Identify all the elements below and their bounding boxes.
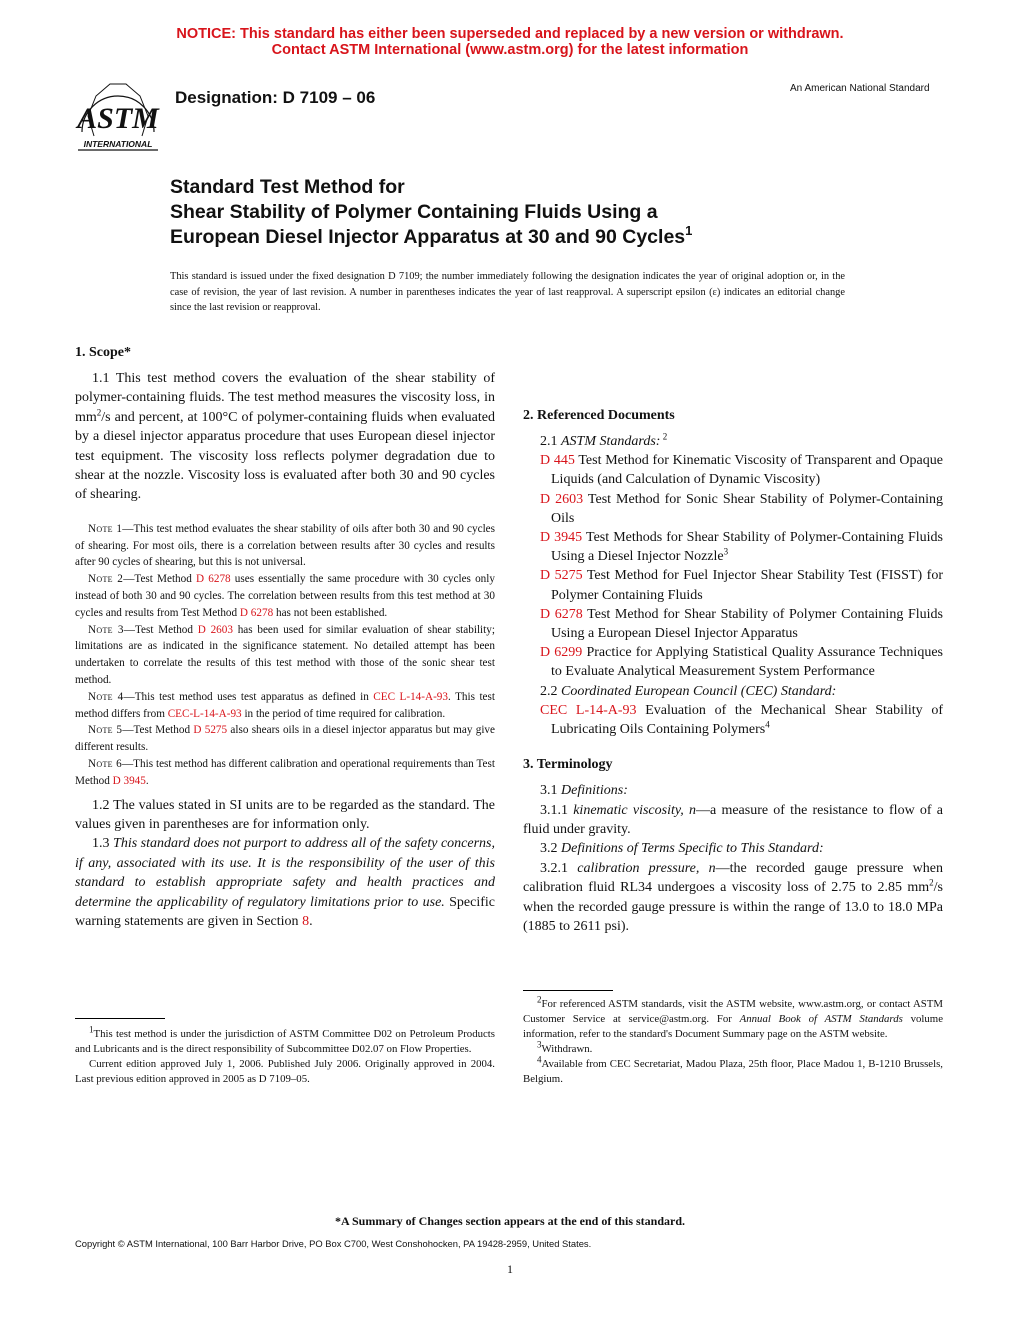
scope-heading: 1. Scope* — [75, 345, 131, 360]
footnote-2: $^2$For referenced ASTM standards, visit the ASTM website, www.astm.org, or contact ASTM Customer Service at service@astm.org. For Annual Book of ASTM Standards volume information, refer to the standard's Document Summary page on the ASTM website. — [523, 994, 943, 1040]
link-d5275[interactable]: D 5275 — [193, 724, 228, 737]
note-1: Note 1—This test method evaluates the shear stability of oils after both 30 and 90 cycles of shearing. For most oils, there is a correlation between results after 30 cycles and results after 90 cycles of shearing, but this is not universal. — [75, 522, 495, 569]
designation: Designation: D 7109 – 06 — [175, 88, 376, 107]
definition-3-2-1: 3.2.1 calibration pressure, n—the recorded gauge pressure when calibration fluid RL34 undergoes a viscosity loss of 2.75 to 2.85 $mm^2/s$ when the recorded gauge pressure is within the range of 13.0 to 18.0 MPa (1885 to 2611 psi). — [523, 860, 943, 935]
title-line-1: Standard Test Method for — [170, 176, 405, 198]
footnotes-left — [75, 1024, 495, 1087]
link-d6278[interactable]: D 6278 — [540, 606, 583, 622]
link-d5275[interactable]: D 5275 — [540, 568, 583, 584]
link-d6278[interactable]: D 6278 — [239, 606, 274, 619]
right-column — [523, 346, 943, 937]
reference-d2603: D 2603 Test Method for Sonic Shear Stability of Polymer-Containing Oils — [540, 491, 943, 526]
reference-d445: D 445 Test Method for Kinematic Viscosity of Transparent and Opaque Liquids (and Calculation of Dynamic Viscosity) — [540, 453, 943, 488]
reference-cec-l-14: CEC L-14-A-93 Evaluation of the Mechanical Shear Stability of Lubricating Oils Containing Polymers$^4$ — [540, 702, 943, 738]
link-cec-l-14[interactable]: CEC-L-14-A-93 — [167, 707, 242, 720]
link-d2603[interactable]: D 2603 — [197, 623, 233, 636]
note-5: Note 5—Test Method D 5275 also shears oils in a diesel injector apparatus but may give different results. — [75, 724, 495, 754]
note-4: Note 4—This test method uses test apparatus as defined in CEC L-14-A-93. This test method differs from CEC-L-14-A-93 in the period of time required for calibration. — [75, 690, 495, 720]
footnote-rule-right — [523, 990, 613, 991]
paragraph-1-3: 1.3 This standard does not purport to address all of the safety concerns, if any, associated with its use. It is the responsibility of the user of this standard to establish appropriate safety and health practices and determine the applicability of regulatory limitations prior to use. Specific warning statements are given in Section 8. — [75, 836, 495, 930]
link-d6278[interactable]: D 6278 — [196, 573, 231, 586]
notice-line-1: NOTICE: This standard has either been superseded and replaced by a new version or withdrawn. — [176, 26, 844, 42]
astm-standards-list — [523, 451, 943, 681]
note-6: Note 6—This test method has different calibration and operational requirements than Test Method D 3945. — [75, 758, 495, 787]
link-cec-l-14[interactable]: CEC L-14-A-93 — [540, 702, 637, 718]
footnote-1: $^1$This test method is under the jurisdiction of ASTM Committee D02 on Petroleum Products and Lubricants and is the direct responsibility of Subcommittee D02.07 on Flow Properties. — [75, 1024, 495, 1055]
link-section-8[interactable]: 8 — [302, 914, 310, 930]
reference-d6299: D 6299 Practice for Applying Statistical Quality Assurance Techniques to Evaluate Analytical Measurement System Performance — [540, 645, 943, 680]
definition-3-1-1: 3.1.1 kinematic viscosity, n—a measure of the resistance to flow of a fluid under gravity. — [523, 802, 943, 838]
link-d2603[interactable]: D 2603 — [540, 491, 584, 507]
reference-d3945: D 3945 Test Methods for Shear Stability of Polymer-Containing Fluids Using a Diesel Injector Nozzle$^3$ — [540, 530, 943, 565]
astm-logo — [72, 76, 164, 158]
paragraph-1-1: 1.1 This test method covers the evaluation of the shear stability of polymer-containing fluids. The test method measures the viscosity loss, in $mm^2/s$ and percent, at 100°C of polymer-containing fluids when evaluated by a diesel injector apparatus procedure that uses European diesel injector test equipment. The viscosity loss reflects polymer degradation due to shear at the nozzle. Viscosity loss is evaluated after both 30 and 90 cycles of shearing. — [75, 371, 495, 503]
document-title — [170, 175, 870, 250]
link-d3945[interactable]: D 3945 — [112, 774, 146, 787]
page-number: 1 — [507, 1262, 513, 1276]
definition-3-2: 3.2 Definitions of Terms Specific to This Standard: — [540, 841, 824, 857]
title-line-2: Shear Stability of Polymer Containing Fluids Using a — [170, 201, 658, 223]
footnote-rule-left — [75, 1018, 165, 1019]
copyright: Copyright © ASTM International, 100 Barr Harbor Drive, PO Box C700, West Conshohocken, PA 19428-2959, United States. — [75, 1238, 592, 1249]
footnote-1-edition: Current edition approved July 1, 2006. Published July 2006. Originally approved in 2004. Last previous edition approved in 2005 as D 7109–05. — [75, 1058, 495, 1085]
reference-d6278: D 6278 Test Method for Shear Stability of Polymer Containing Fluids Using a European Diesel Injector Apparatus — [540, 606, 943, 642]
astm-standards-subheading: 2.1 ASTM Standards: $^2$ — [540, 431, 668, 449]
cec-standard-subheading: 2.2 Coordinated European Council (CEC) Standard: — [540, 683, 837, 699]
title-line-3: European Diesel Injector Apparatus at 30 and 90 Cycles$^1$ — [170, 223, 693, 248]
note-2: Note 2—Test Method D 6278 uses essentially the same procedure with 30 cycles only instead of both 30 and 90 cycles. The correlation between results from this test method at 30 cycles and results from Test Method D 6278 has not been established. — [75, 573, 495, 619]
footnotes-right — [523, 994, 943, 1087]
summary-of-changes-note: *A Summary of Changes section appears at the end of this standard. — [334, 1214, 686, 1228]
american-national-standard: An American National Standard — [790, 83, 930, 94]
link-d445[interactable]: D 445 — [540, 453, 575, 469]
definition-3-1: 3.1 Definitions: — [540, 783, 628, 799]
note-3: Note 3—Test Method D 2603 has been used for similar evaluation of shear stability; limitations are as indicated in the significance statement. No detailed attempt has been undertaken to correlate the results of this test method with those of the sonic shear test method. — [75, 623, 495, 687]
paragraph-1-2: 1.2 The values stated in SI units are to be regarded as the standard. The values given in parentheses are for information only. — [75, 797, 495, 832]
footnote-4: $^4$Available from CEC Secretariat, Madou Plaza, 25th floor, Place Madou 1, B-1210 Brussels, Belgium. — [523, 1054, 943, 1085]
reference-d5275: D 5275 Test Method for Fuel Injector Shear Stability Test (FISST) for Polymer Containing Fluids — [540, 568, 943, 603]
link-d3945[interactable]: D 3945 — [540, 530, 583, 546]
withdrawal-notice — [0, 26, 1020, 58]
terminology-heading: 3. Terminology — [523, 757, 613, 773]
logo-international: INTERNATIONAL — [83, 139, 153, 149]
referenced-documents-heading: 2. Referenced Documents — [523, 408, 675, 423]
logo-letters: ASTM — [77, 102, 159, 135]
link-cec-l-14[interactable]: CEC L-14-A-93 — [373, 690, 448, 703]
link-d6299[interactable]: D 6299 — [540, 645, 583, 661]
left-column — [75, 345, 495, 931]
notice-line-2: Contact ASTM International (www.astm.org) for the latest information — [271, 42, 749, 58]
issued-statement: This standard is issued under the fixed designation D 7109; the number immediately following the designation indicates the year of original adoption or, in the case of revision, the year of last revision. A number in parentheses indicates the year of last reapproval. A superscript epsilon (ε) indicates an editorial change since the last revision or reapproval. — [170, 271, 845, 313]
footnote-3: $^3$Withdrawn. — [537, 1039, 593, 1055]
